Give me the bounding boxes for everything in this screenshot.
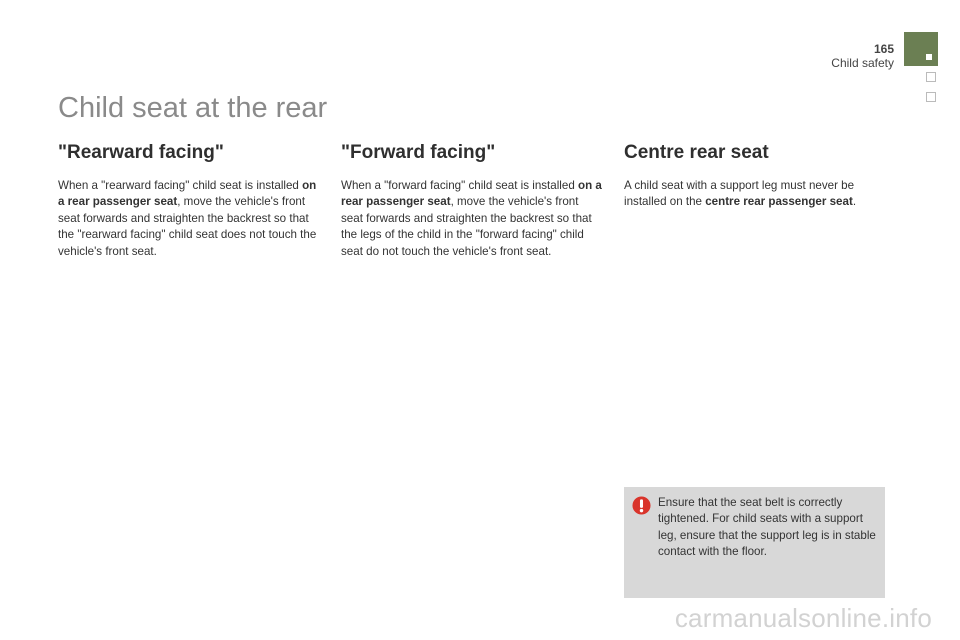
page-title: Child seat at the rear: [58, 92, 328, 124]
column-text: When a "rearward facing" child seat is installed on a rear passenger seat, move the vehicle's front seat forwards and straighten the backrest so that the "rearward facing" child seat does not touch the vehicle's front seat.: [58, 179, 317, 258]
column-heading: Centre rear seat: [624, 142, 769, 163]
chapter-tab-active[interactable]: [904, 32, 938, 66]
section-label: Child safety: [831, 56, 894, 70]
warning-text: Ensure that the seat belt is correctly tightened. For child seats with a support leg, ensure that the support leg is in stable contact with the floor.: [658, 496, 876, 559]
emphasis: on a rear passenger seat: [58, 179, 317, 209]
column-rearward-facing: [58, 142, 320, 260]
watermark: carmanualsonline.info: [674, 603, 932, 633]
column-forward-facing: [341, 142, 603, 260]
column-heading: "Rearward facing": [58, 142, 224, 163]
chapter-tab[interactable]: [926, 92, 936, 102]
column-text: A child seat with a support leg must never be installed on the centre rear passenger seat.: [624, 179, 857, 209]
column-centre-rear-seat: [624, 142, 886, 211]
emphasis: centre rear passenger seat: [705, 195, 853, 209]
page-number: 165: [873, 42, 894, 56]
chapter-tab-active-mark: [926, 54, 932, 60]
warning-box: [624, 487, 885, 598]
emphasis: on a rear passenger seat: [341, 179, 602, 209]
column-heading: "Forward facing": [341, 142, 496, 163]
column-text: When a "forward facing" child seat is installed on a rear passenger seat, move the vehicle's front seat forwards and straighten the backrest so that the legs of the child in the "forward facing" child seat do not touch the vehicle's front seat.: [341, 179, 602, 258]
warning-icon: [632, 496, 651, 515]
chapter-tab[interactable]: [926, 72, 936, 82]
